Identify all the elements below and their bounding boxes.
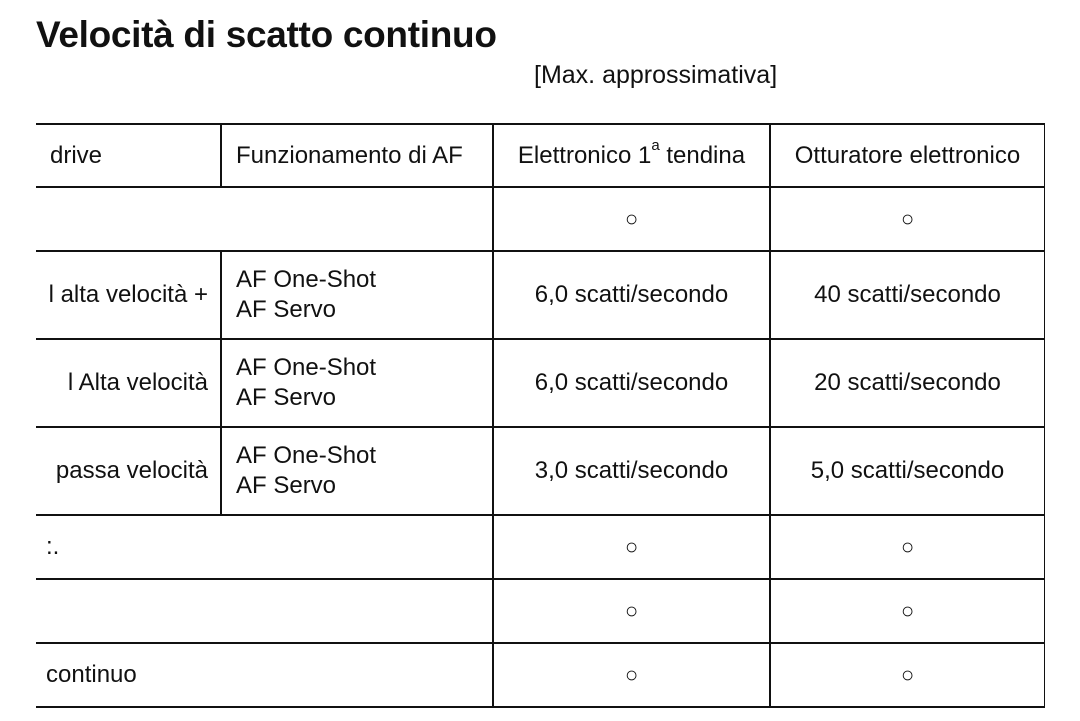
af-operation-cell: AF One-Shot AF Servo <box>221 339 493 427</box>
table-row <box>36 579 1045 643</box>
electronic-value-cell <box>770 579 1045 643</box>
efc-value-cell <box>493 643 770 707</box>
efc-value-cell <box>493 579 770 643</box>
circle-icon: ○ <box>900 534 915 559</box>
table-header-row <box>36 124 1045 187</box>
header-af-operation: Funzionamento di AF <box>221 124 493 187</box>
drive-mode-cell <box>36 579 493 643</box>
efc-value-cell: 6,0 scatti/secondo <box>493 339 770 427</box>
table-container <box>36 123 1045 709</box>
table-row <box>36 643 1045 707</box>
drive-mode-cell: l alta velocità + <box>36 251 221 339</box>
circle-icon: ○ <box>900 662 915 687</box>
table-row <box>36 427 1045 515</box>
circle-icon: ○ <box>624 598 639 623</box>
af-operation-cell: AF One-Shot AF Servo <box>221 427 493 515</box>
header-electronic-shutter: Otturatore elettronico <box>770 124 1045 187</box>
efc-value-cell <box>493 515 770 579</box>
drive-mode-cell <box>36 187 493 251</box>
circle-icon: ○ <box>624 534 639 559</box>
electronic-value-cell <box>770 643 1045 707</box>
header-drive: drive <box>36 124 221 187</box>
page-title: Velocità di scatto continuo <box>36 14 497 55</box>
table-row <box>36 339 1045 427</box>
header-electronic-first-curtain: Elettronico 1$^a$ tendina <box>493 124 770 187</box>
circle-icon: ○ <box>900 206 915 231</box>
table-row <box>36 251 1045 339</box>
continuous-shooting-table <box>36 123 1045 708</box>
circle-icon: ○ <box>624 206 639 231</box>
electronic-value-cell <box>770 515 1045 579</box>
circle-icon: ○ <box>624 662 639 687</box>
table-row <box>36 515 1045 579</box>
drive-mode-cell: passa velocità <box>36 427 221 515</box>
drive-mode-cell: :. <box>36 515 493 579</box>
circle-icon: ○ <box>900 598 915 623</box>
electronic-value-cell <box>770 187 1045 251</box>
efc-value-cell: 6,0 scatti/secondo <box>493 251 770 339</box>
efc-value-cell <box>493 187 770 251</box>
electronic-value-cell: 40 scatti/secondo <box>770 251 1045 339</box>
electronic-value-cell: 5,0 scatti/secondo <box>770 427 1045 515</box>
table-subtitle: [Max. approssimativa] <box>534 61 778 89</box>
drive-mode-cell: continuo <box>36 643 493 707</box>
table-row <box>36 187 1045 251</box>
electronic-value-cell: 20 scatti/secondo <box>770 339 1045 427</box>
af-operation-cell: AF One-Shot AF Servo <box>221 251 493 339</box>
drive-mode-cell: l Alta velocità <box>36 339 221 427</box>
efc-value-cell: 3,0 scatti/secondo <box>493 427 770 515</box>
